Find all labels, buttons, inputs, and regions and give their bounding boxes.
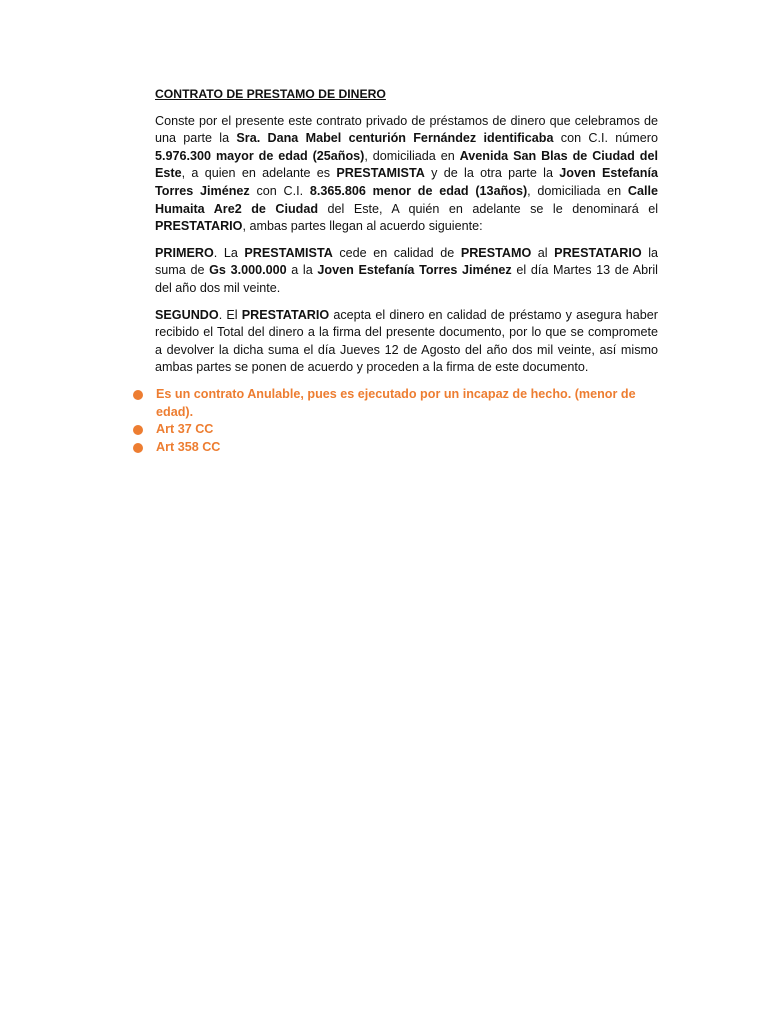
bold-text: Avenida San Blas de Ciudad del Este xyxy=(155,148,658,181)
text-run: Conste por el presente este contrato privado de préstamos de dinero que celebramos de una parte la xyxy=(155,113,658,146)
contract-paragraph xyxy=(155,245,658,298)
bold-text: 5.976.300 mayor de edad (25años) xyxy=(155,148,365,163)
bold-text: PRESTAMISTA xyxy=(244,245,333,260)
bold-text: PRESTAMISTA xyxy=(336,166,425,181)
contract-paragraph xyxy=(155,113,658,236)
bold-text: PRIMERO xyxy=(155,245,214,260)
text-run: al xyxy=(531,245,555,260)
text-run: con C.I. número xyxy=(553,131,658,146)
bold-text: PRESTATARIO xyxy=(241,307,330,322)
text-run: , domiciliada en xyxy=(527,183,628,198)
text-run: del Este, A quién en adelante se le denominará el xyxy=(318,201,658,216)
bullet-icon xyxy=(133,425,143,435)
note-text: Art 358 CC xyxy=(156,439,221,454)
text-run: a la xyxy=(286,263,318,278)
bold-text: PRESTAMO xyxy=(460,245,532,260)
document-page xyxy=(155,86,658,456)
text-run: el día Martes 13 de Abril del año dos mil veinte. xyxy=(155,263,658,295)
text-run: . La xyxy=(213,245,245,260)
note-item xyxy=(155,386,658,421)
bold-text: 8.365.806 menor de edad (13años) xyxy=(309,183,528,198)
bold-text: Calle Humaita Are2 de Ciudad xyxy=(155,183,658,216)
contract-body xyxy=(155,113,658,377)
bold-text: Sra. Dana Mabel centurión Fernández identificaba xyxy=(236,131,554,146)
text-run: , ambas partes llegan al acuerdo siguiente: xyxy=(242,219,483,234)
text-run: , domiciliada en xyxy=(364,148,460,163)
text-run: , a quien en adelante es xyxy=(181,166,337,181)
bold-text: Joven Estefanía Torres Jiménez xyxy=(317,263,512,278)
notes-list xyxy=(155,386,658,456)
note-item xyxy=(155,439,658,457)
note-item xyxy=(155,421,658,439)
bold-text: PRESTATARIO xyxy=(155,219,243,234)
text-run: . El xyxy=(218,307,242,322)
text-run: la suma de xyxy=(155,245,658,278)
bold-text: Joven Estefanía Torres Jiménez xyxy=(155,166,658,198)
bold-text: PRESTATARIO xyxy=(554,245,642,260)
text-run: con C.I. xyxy=(249,183,310,198)
text-run: y de la otra parte la xyxy=(424,166,560,181)
bold-text: SEGUNDO xyxy=(155,307,219,322)
note-text: Art 37 CC xyxy=(156,422,214,437)
bullet-icon xyxy=(133,443,143,453)
contract-paragraph xyxy=(155,307,658,377)
bold-text: Gs 3.000.000 xyxy=(209,263,287,278)
bullet-icon xyxy=(133,390,143,400)
note-text: Es un contrato Anulable, pues es ejecutado por un incapaz de hecho. (menor de edad). xyxy=(156,386,636,419)
text-run: acepta el dinero en calidad de préstamo y asegura haber recibido el Total del dinero a la firma del presente documento, por lo que se compromete a devolver la dicha suma el día Jueves 12 de Agosto del año dos mil veinte, así mismo ambas partes se ponen de acuerdo y proceden a la firma de este documento. xyxy=(155,307,658,375)
document-title: CONTRATO DE PRESTAMO DE DINERO xyxy=(155,87,386,101)
text-run: cede en calidad de xyxy=(332,245,461,260)
